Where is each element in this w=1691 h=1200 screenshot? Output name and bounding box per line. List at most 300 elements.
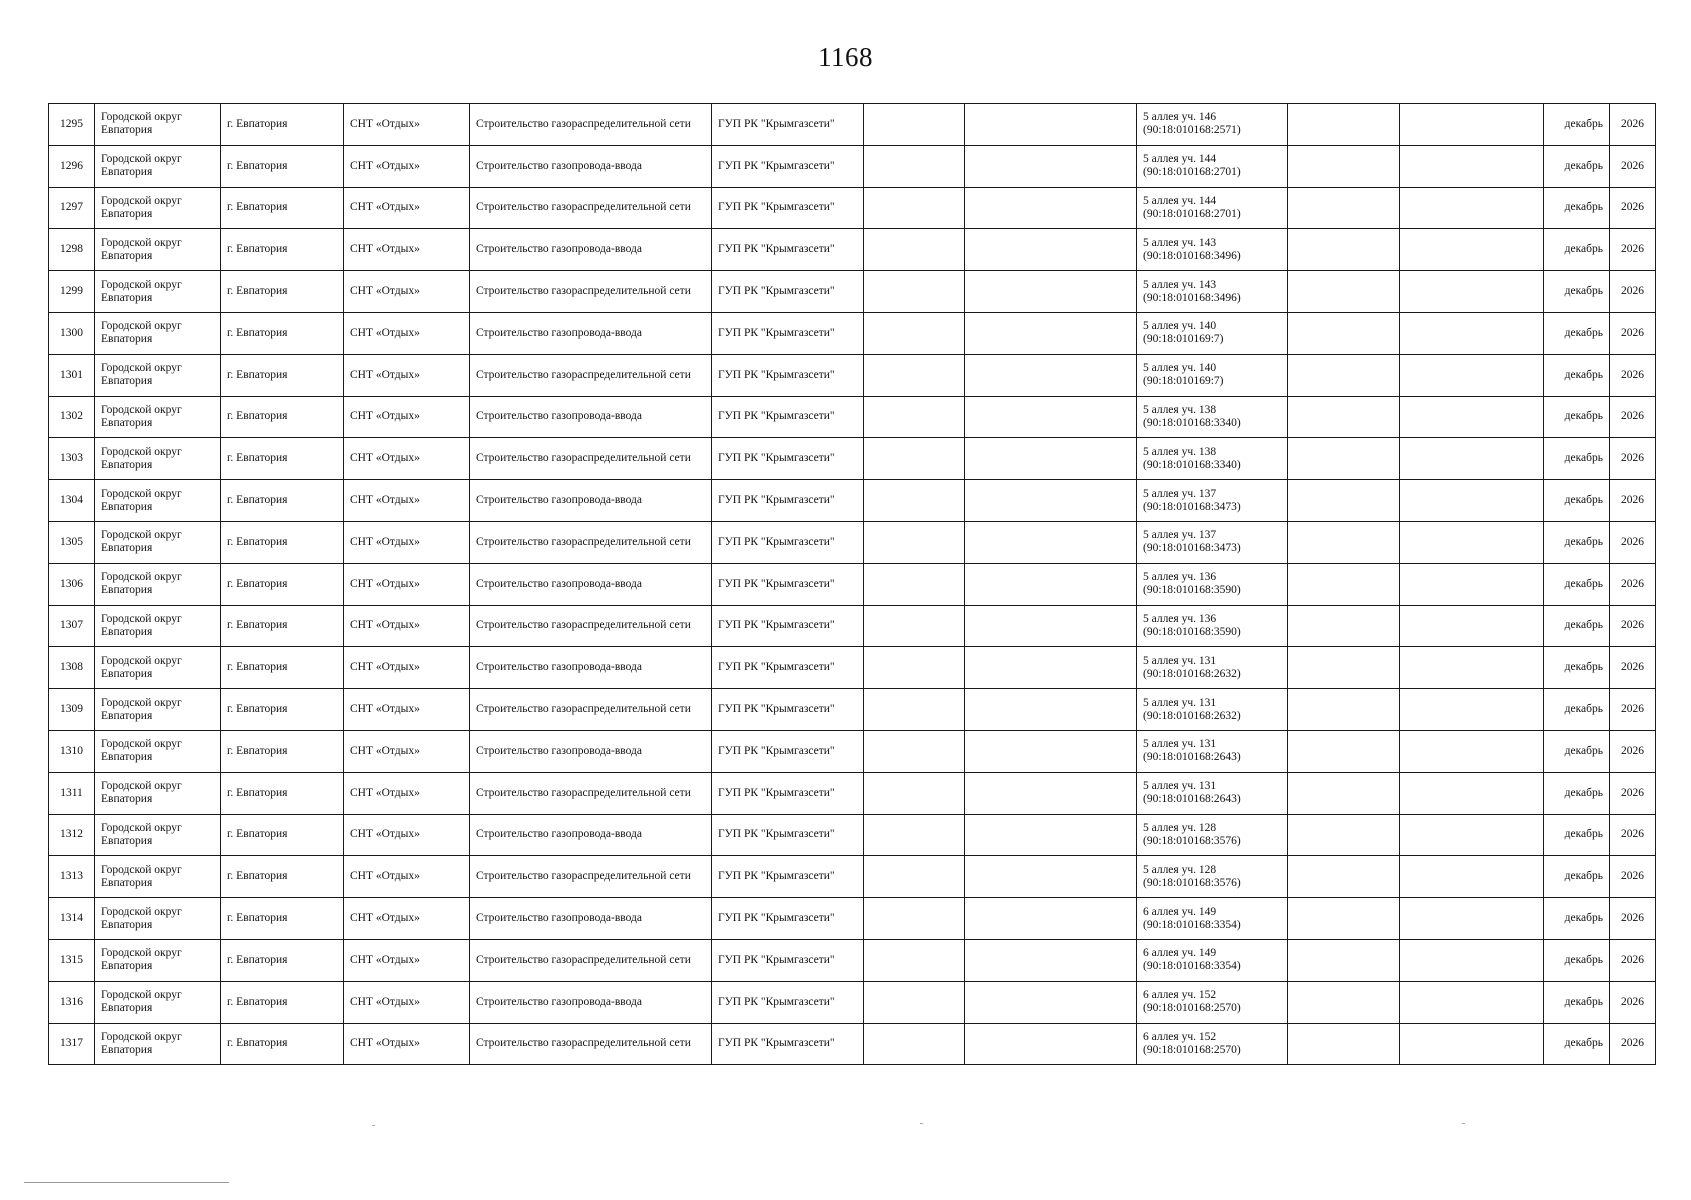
cell-empty (1288, 521, 1400, 563)
cell-territory: СНТ «Отдых» (344, 104, 470, 146)
cell-empty (965, 354, 1137, 396)
cell-month: декабрь (1544, 480, 1610, 522)
address-cadastral-number: (90:18:010168:2643) (1143, 751, 1241, 764)
cell-year: 2026 (1610, 312, 1656, 354)
cell-empty (1400, 312, 1544, 354)
cell-district: Городской округ Евпатория (95, 856, 221, 898)
scan-speck (1462, 1123, 1465, 1124)
cell-empty (864, 312, 965, 354)
cell-empty (864, 187, 965, 229)
cell-address (1137, 647, 1288, 689)
cell-empty (1288, 689, 1400, 731)
cell-number: 1313 (49, 856, 95, 898)
cell-operator: ГУП РК "Крымгазсети" (712, 898, 864, 940)
cell-city: г. Евпатория (221, 981, 344, 1023)
cell-address (1137, 605, 1288, 647)
cell-district: Городской округ Евпатория (95, 521, 221, 563)
cell-month: декабрь (1544, 229, 1610, 271)
address-plot: 6 аллея уч. 152 (1143, 1030, 1217, 1043)
cell-district: Городской округ Евпатория (95, 814, 221, 856)
cell-year: 2026 (1610, 563, 1656, 605)
cell-empty (864, 730, 965, 772)
cell-city: г. Евпатория (221, 563, 344, 605)
cell-empty (1288, 1023, 1400, 1065)
cell-address (1137, 856, 1288, 898)
cell-year: 2026 (1610, 480, 1656, 522)
cell-number: 1298 (49, 229, 95, 271)
cell-year: 2026 (1610, 772, 1656, 814)
address-cadastral-number: (90:18:010168:3354) (1143, 918, 1241, 931)
cell-number: 1309 (49, 689, 95, 731)
cell-empty (864, 814, 965, 856)
cell-address (1137, 730, 1288, 772)
cell-month: декабрь (1544, 438, 1610, 480)
cell-address (1137, 689, 1288, 731)
cell-month: декабрь (1544, 104, 1610, 146)
cell-empty (965, 271, 1137, 313)
cell-address (1137, 104, 1288, 146)
table-row (49, 730, 1656, 772)
cell-empty (1288, 271, 1400, 313)
cell-empty (864, 145, 965, 187)
cell-operator: ГУП РК "Крымгазсети" (712, 981, 864, 1023)
cell-number: 1305 (49, 521, 95, 563)
cell-address (1137, 1023, 1288, 1065)
cell-empty (1288, 898, 1400, 940)
cell-operator: ГУП РК "Крымгазсети" (712, 647, 864, 689)
cell-territory: СНТ «Отдых» (344, 438, 470, 480)
cell-empty (1400, 689, 1544, 731)
cell-empty (864, 354, 965, 396)
table-row (49, 271, 1656, 313)
table-row (49, 647, 1656, 689)
cell-year: 2026 (1610, 856, 1656, 898)
cell-empty (1288, 312, 1400, 354)
cell-empty (1400, 354, 1544, 396)
table-row (49, 898, 1656, 940)
cell-operator: ГУП РК "Крымгазсети" (712, 814, 864, 856)
cell-year: 2026 (1610, 730, 1656, 772)
cell-number: 1306 (49, 563, 95, 605)
cell-city: г. Евпатория (221, 856, 344, 898)
table-row (49, 396, 1656, 438)
cell-work-type: Строительство газопровода-ввода (470, 229, 712, 271)
scan-speck (920, 1123, 923, 1124)
cell-number: 1308 (49, 647, 95, 689)
table-row (49, 521, 1656, 563)
page-number: 1168 (818, 42, 873, 72)
cell-empty (864, 856, 965, 898)
address-plot: 5 аллея уч. 136 (1143, 571, 1217, 584)
address-plot: 6 аллея уч. 149 (1143, 947, 1217, 960)
cell-empty (965, 1023, 1137, 1065)
cell-work-type: Строительство газопровода-ввода (470, 981, 712, 1023)
address-plot: 6 аллея уч. 149 (1143, 905, 1217, 918)
cell-work-type: Строительство газопровода-ввода (470, 898, 712, 940)
cell-territory: СНТ «Отдых» (344, 898, 470, 940)
address-plot: 5 аллея уч. 137 (1143, 487, 1217, 500)
address-plot: 5 аллея уч. 138 (1143, 445, 1217, 458)
cell-number: 1311 (49, 772, 95, 814)
cell-empty (965, 187, 1137, 229)
cell-city: г. Евпатория (221, 312, 344, 354)
cell-empty (965, 521, 1137, 563)
table-row (49, 605, 1656, 647)
cell-operator: ГУП РК "Крымгазсети" (712, 730, 864, 772)
scan-speck (372, 1125, 375, 1126)
cell-city: г. Евпатория (221, 354, 344, 396)
cell-territory: СНТ «Отдых» (344, 563, 470, 605)
cell-city: г. Евпатория (221, 939, 344, 981)
cell-number: 1295 (49, 104, 95, 146)
cell-empty (1400, 730, 1544, 772)
cell-city: г. Евпатория (221, 438, 344, 480)
cell-city: г. Евпатория (221, 229, 344, 271)
scan-artifact-line (24, 1182, 229, 1183)
cell-empty (965, 856, 1137, 898)
address-plot: 5 аллея уч. 140 (1143, 362, 1217, 375)
address-cadastral-number: (90:18:010168:3576) (1143, 876, 1241, 889)
cell-territory: СНТ «Отдых» (344, 939, 470, 981)
table-row (49, 856, 1656, 898)
cell-empty (965, 145, 1137, 187)
address-cadastral-number: (90:18:010168:2632) (1143, 709, 1241, 722)
cell-operator: ГУП РК "Крымгазсети" (712, 438, 864, 480)
cell-empty (1288, 104, 1400, 146)
cell-month: декабрь (1544, 772, 1610, 814)
cell-empty (864, 396, 965, 438)
cell-month: декабрь (1544, 856, 1610, 898)
cell-work-type: Строительство газораспределительной сети (470, 104, 712, 146)
cell-district: Городской округ Евпатория (95, 312, 221, 354)
cell-territory: СНТ «Отдых» (344, 354, 470, 396)
table-row (49, 772, 1656, 814)
table-row (49, 939, 1656, 981)
cell-year: 2026 (1610, 814, 1656, 856)
cell-territory: СНТ «Отдых» (344, 521, 470, 563)
cell-operator: ГУП РК "Крымгазсети" (712, 187, 864, 229)
cell-address (1137, 229, 1288, 271)
cell-operator: ГУП РК "Крымгазсети" (712, 229, 864, 271)
table-row (49, 689, 1656, 731)
address-cadastral-number: (90:18:010168:2632) (1143, 667, 1241, 680)
cell-empty (1288, 438, 1400, 480)
cell-operator: ГУП РК "Крымгазсети" (712, 354, 864, 396)
address-plot: 5 аллея уч. 143 (1143, 236, 1217, 249)
cell-empty (864, 563, 965, 605)
cell-empty (1400, 1023, 1544, 1065)
table-row (49, 354, 1656, 396)
cell-empty (1288, 772, 1400, 814)
cell-work-type: Строительство газопровода-ввода (470, 312, 712, 354)
cell-address (1137, 145, 1288, 187)
cell-empty (1288, 730, 1400, 772)
cell-empty (965, 605, 1137, 647)
cell-address (1137, 312, 1288, 354)
address-cadastral-number: (90:18:010168:3496) (1143, 291, 1241, 304)
cell-month: декабрь (1544, 981, 1610, 1023)
cell-territory: СНТ «Отдых» (344, 396, 470, 438)
cell-city: г. Евпатория (221, 1023, 344, 1065)
cell-month: декабрь (1544, 521, 1610, 563)
cell-empty (1288, 981, 1400, 1023)
cell-number: 1302 (49, 396, 95, 438)
cell-month: декабрь (1544, 814, 1610, 856)
cell-city: г. Евпатория (221, 647, 344, 689)
cell-empty (864, 229, 965, 271)
cell-work-type: Строительство газораспределительной сети (470, 521, 712, 563)
cell-year: 2026 (1610, 438, 1656, 480)
cell-month: декабрь (1544, 898, 1610, 940)
cell-year: 2026 (1610, 145, 1656, 187)
cell-empty (864, 689, 965, 731)
cell-empty (1400, 647, 1544, 689)
cell-empty (1400, 396, 1544, 438)
cell-year: 2026 (1610, 271, 1656, 313)
cell-city: г. Евпатория (221, 689, 344, 731)
cell-operator: ГУП РК "Крымгазсети" (712, 772, 864, 814)
cell-number: 1310 (49, 730, 95, 772)
cell-year: 2026 (1610, 229, 1656, 271)
cell-empty (864, 271, 965, 313)
cell-empty (864, 438, 965, 480)
cell-empty (1400, 187, 1544, 229)
cell-territory: СНТ «Отдых» (344, 814, 470, 856)
cell-year: 2026 (1610, 354, 1656, 396)
gasification-schedule-table (48, 103, 1656, 1065)
cell-empty (1400, 271, 1544, 313)
cell-empty (965, 563, 1137, 605)
table-row (49, 187, 1656, 229)
cell-empty (1400, 605, 1544, 647)
cell-empty (1400, 898, 1544, 940)
cell-empty (1288, 229, 1400, 271)
cell-empty (965, 104, 1137, 146)
cell-year: 2026 (1610, 396, 1656, 438)
table-row (49, 814, 1656, 856)
cell-empty (1288, 605, 1400, 647)
cell-number: 1315 (49, 939, 95, 981)
address-cadastral-number: (90:18:010168:3473) (1143, 500, 1241, 513)
cell-district: Городской округ Евпатория (95, 187, 221, 229)
cell-operator: ГУП РК "Крымгазсети" (712, 856, 864, 898)
cell-year: 2026 (1610, 1023, 1656, 1065)
cell-number: 1299 (49, 271, 95, 313)
cell-work-type: Строительство газораспределительной сети (470, 856, 712, 898)
cell-district: Городской округ Евпатория (95, 689, 221, 731)
table-row (49, 981, 1656, 1023)
cell-empty (1288, 939, 1400, 981)
cell-empty (1288, 647, 1400, 689)
cell-district: Городской округ Евпатория (95, 772, 221, 814)
cell-address (1137, 480, 1288, 522)
address-plot: 5 аллея уч. 131 (1143, 738, 1217, 751)
cell-city: г. Евпатория (221, 730, 344, 772)
address-plot: 5 аллея уч. 144 (1143, 194, 1217, 207)
cell-work-type: Строительство газопровода-ввода (470, 563, 712, 605)
cell-district: Городской округ Евпатория (95, 396, 221, 438)
cell-address (1137, 187, 1288, 229)
cell-work-type: Строительство газопровода-ввода (470, 396, 712, 438)
cell-district: Городской округ Евпатория (95, 605, 221, 647)
cell-operator: ГУП РК "Крымгазсети" (712, 521, 864, 563)
table-row (49, 104, 1656, 146)
cell-work-type: Строительство газопровода-ввода (470, 145, 712, 187)
cell-month: декабрь (1544, 563, 1610, 605)
table-row (49, 1023, 1656, 1065)
cell-number: 1303 (49, 438, 95, 480)
address-plot: 5 аллея уч. 131 (1143, 780, 1217, 793)
address-cadastral-number: (90:18:010168:3576) (1143, 834, 1241, 847)
cell-territory: СНТ «Отдых» (344, 187, 470, 229)
cell-city: г. Евпатория (221, 104, 344, 146)
cell-territory: СНТ «Отдых» (344, 1023, 470, 1065)
cell-empty (1400, 438, 1544, 480)
cell-year: 2026 (1610, 521, 1656, 563)
cell-district: Городской округ Евпатория (95, 730, 221, 772)
cell-operator: ГУП РК "Крымгазсети" (712, 939, 864, 981)
address-cadastral-number: (90:18:010168:3590) (1143, 584, 1241, 597)
cell-city: г. Евпатория (221, 480, 344, 522)
cell-territory: СНТ «Отдых» (344, 981, 470, 1023)
cell-operator: ГУП РК "Крымгазсети" (712, 689, 864, 731)
cell-district: Городской округ Евпатория (95, 647, 221, 689)
cell-month: декабрь (1544, 271, 1610, 313)
cell-work-type: Строительство газораспределительной сети (470, 271, 712, 313)
cell-operator: ГУП РК "Крымгазсети" (712, 563, 864, 605)
address-plot: 5 аллея уч. 131 (1143, 696, 1217, 709)
cell-city: г. Евпатория (221, 271, 344, 313)
cell-empty (1400, 939, 1544, 981)
table-row (49, 438, 1656, 480)
cell-month: декабрь (1544, 647, 1610, 689)
cell-operator: ГУП РК "Крымгазсети" (712, 1023, 864, 1065)
cell-territory: СНТ «Отдых» (344, 856, 470, 898)
address-plot: 5 аллея уч. 143 (1143, 278, 1217, 291)
cell-empty (1400, 814, 1544, 856)
cell-address (1137, 271, 1288, 313)
cell-district: Городской округ Евпатория (95, 271, 221, 313)
cell-empty (1288, 396, 1400, 438)
cell-address (1137, 939, 1288, 981)
cell-number: 1301 (49, 354, 95, 396)
cell-territory: СНТ «Отдых» (344, 480, 470, 522)
cell-empty (1400, 104, 1544, 146)
cell-work-type: Строительство газораспределительной сети (470, 939, 712, 981)
cell-empty (1288, 856, 1400, 898)
cell-number: 1304 (49, 480, 95, 522)
cell-number: 1300 (49, 312, 95, 354)
cell-district: Городской округ Евпатория (95, 229, 221, 271)
cell-operator: ГУП РК "Крымгазсети" (712, 104, 864, 146)
cell-city: г. Евпатория (221, 396, 344, 438)
cell-month: декабрь (1544, 730, 1610, 772)
cell-empty (965, 647, 1137, 689)
cell-territory: СНТ «Отдых» (344, 271, 470, 313)
cell-empty (864, 605, 965, 647)
cell-address (1137, 898, 1288, 940)
cell-territory: СНТ «Отдых» (344, 312, 470, 354)
cell-month: декабрь (1544, 145, 1610, 187)
cell-year: 2026 (1610, 605, 1656, 647)
address-cadastral-number: (90:18:010169:7) (1143, 333, 1224, 346)
cell-empty (1400, 145, 1544, 187)
cell-address (1137, 814, 1288, 856)
cell-work-type: Строительство газопровода-ввода (470, 480, 712, 522)
address-plot: 6 аллея уч. 152 (1143, 989, 1217, 1002)
cell-year: 2026 (1610, 939, 1656, 981)
cell-month: декабрь (1544, 187, 1610, 229)
cell-empty (1288, 354, 1400, 396)
cell-district: Городской округ Евпатория (95, 939, 221, 981)
cell-empty (1288, 814, 1400, 856)
cell-territory: СНТ «Отдых» (344, 229, 470, 271)
cell-work-type: Строительство газораспределительной сети (470, 187, 712, 229)
table-row (49, 480, 1656, 522)
cell-territory: СНТ «Отдых» (344, 730, 470, 772)
cell-territory: СНТ «Отдых» (344, 605, 470, 647)
cell-empty (864, 480, 965, 522)
cell-empty (864, 939, 965, 981)
cell-district: Городской округ Евпатория (95, 981, 221, 1023)
cell-empty (965, 312, 1137, 354)
cell-city: г. Евпатория (221, 145, 344, 187)
cell-empty (1400, 772, 1544, 814)
cell-address (1137, 772, 1288, 814)
cell-empty (864, 1023, 965, 1065)
cell-month: декабрь (1544, 354, 1610, 396)
cell-empty (965, 814, 1137, 856)
address-cadastral-number: (90:18:010168:2643) (1143, 793, 1241, 806)
address-plot: 5 аллея уч. 138 (1143, 403, 1217, 416)
address-cadastral-number: (90:18:010168:3340) (1143, 458, 1241, 471)
cell-city: г. Евпатория (221, 521, 344, 563)
cell-work-type: Строительство газораспределительной сети (470, 354, 712, 396)
address-cadastral-number: (90:18:010168:3473) (1143, 542, 1241, 555)
cell-empty (1400, 856, 1544, 898)
table-row (49, 229, 1656, 271)
cell-empty (965, 939, 1137, 981)
cell-territory: СНТ «Отдых» (344, 772, 470, 814)
cell-number: 1317 (49, 1023, 95, 1065)
cell-address (1137, 438, 1288, 480)
cell-district: Городской округ Евпатория (95, 438, 221, 480)
cell-city: г. Евпатория (221, 772, 344, 814)
cell-work-type: Строительство газопровода-ввода (470, 814, 712, 856)
cell-empty (965, 480, 1137, 522)
address-plot: 5 аллея уч. 140 (1143, 320, 1217, 333)
cell-district: Городской округ Евпатория (95, 480, 221, 522)
cell-address (1137, 981, 1288, 1023)
cell-city: г. Евпатория (221, 898, 344, 940)
cell-operator: ГУП РК "Крымгазсети" (712, 271, 864, 313)
cell-empty (864, 521, 965, 563)
cell-district: Городской округ Евпатория (95, 104, 221, 146)
cell-month: декабрь (1544, 605, 1610, 647)
cell-empty (1288, 145, 1400, 187)
cell-empty (965, 396, 1137, 438)
cell-territory: СНТ «Отдых» (344, 145, 470, 187)
cell-empty (965, 898, 1137, 940)
cell-city: г. Евпатория (221, 814, 344, 856)
cell-district: Городской округ Евпатория (95, 1023, 221, 1065)
address-cadastral-number: (90:18:010168:2571) (1143, 124, 1241, 137)
cell-month: декабрь (1544, 396, 1610, 438)
cell-empty (864, 772, 965, 814)
address-plot: 5 аллея уч. 131 (1143, 654, 1217, 667)
address-plot: 5 аллея уч. 128 (1143, 821, 1217, 834)
cell-year: 2026 (1610, 187, 1656, 229)
